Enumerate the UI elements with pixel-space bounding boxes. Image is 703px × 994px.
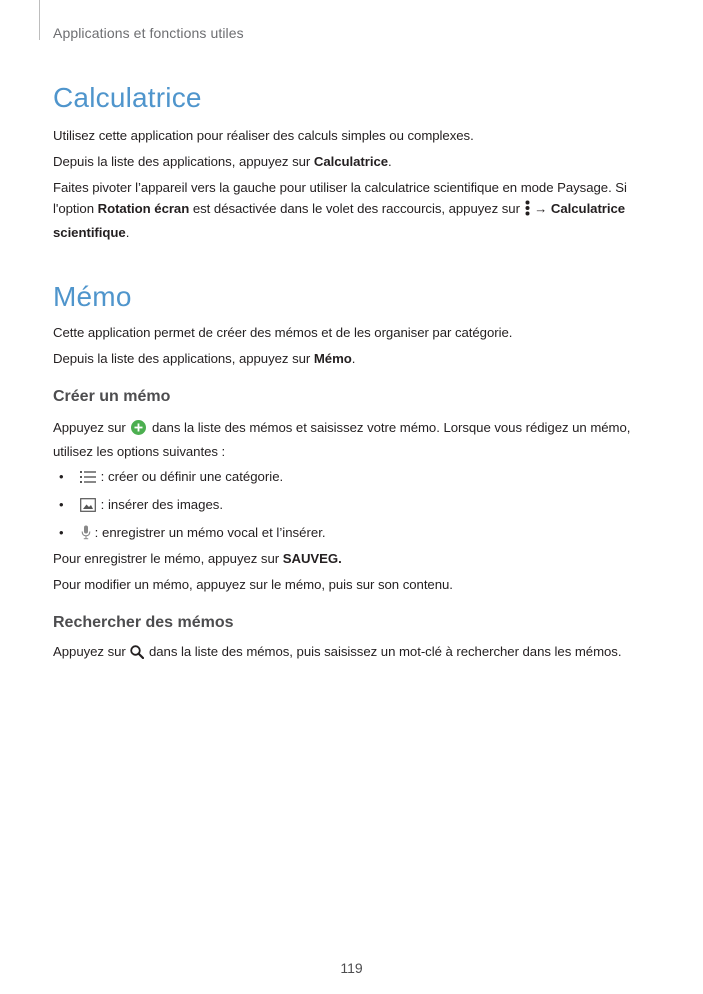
- creer-save: [53, 548, 653, 569]
- more-options-icon: [525, 200, 530, 222]
- page-content: [53, 80, 653, 665]
- calc-access: [53, 151, 653, 172]
- bullet-mark: •: [59, 497, 64, 512]
- calc-rotation-option: Rotation écran: [97, 201, 190, 216]
- calc-rotation: [53, 177, 653, 243]
- creer-edit: Pour modifier un mémo, appuyez sur le mémo, puis sur son contenu.: [53, 577, 453, 592]
- bullet-mark: •: [59, 469, 64, 484]
- bullet-text: : créer ou définir une catégorie.: [97, 469, 284, 484]
- creer-save-text: Pour enregistrer le mémo, appuyez sur: [53, 551, 283, 566]
- calc-arrow: →: [530, 201, 551, 216]
- rechercher-intro: [53, 641, 653, 665]
- microphone-icon: [81, 523, 91, 548]
- calc-rotation-end: .: [125, 225, 130, 240]
- calc-intro: Utilisez cette application pour réaliser des calculs simples ou complexes.: [53, 128, 474, 143]
- list-item: [53, 464, 653, 492]
- memo-app-name: Mémo: [313, 351, 352, 366]
- memo-intro: Cette application permet de créer des mémos et de les organiser par catégorie.: [53, 325, 513, 340]
- save-label: SAUVEG.: [282, 551, 342, 566]
- section-title-calculatrice: Calculatrice: [53, 82, 202, 113]
- calc-scientific: Calculatrice scientifique: [53, 201, 626, 240]
- bullet-mark: •: [59, 525, 64, 540]
- calc-rotation-text-2: est désactivée dans le volet des raccourcis, appuyez sur: [189, 201, 524, 216]
- rechercher-text-2: dans la liste des mémos, puis saisissez un mot-clé à rechercher dans les mémos.: [145, 644, 622, 659]
- calc-access-text: Depuis la liste des applications, appuyez sur: [53, 154, 314, 169]
- search-icon: [130, 644, 144, 665]
- section-title-memo: Mémo: [53, 281, 132, 312]
- page-number: 119: [340, 960, 363, 976]
- creer-intro-text-2: dans la liste des mémos et saisissez votre mémo. Lorsque vous rédigez un mémo, utilisez les options suivantes :: [53, 420, 631, 459]
- list-item: [53, 492, 653, 520]
- list-item: [53, 520, 653, 548]
- creer-intro: [53, 417, 653, 462]
- list-icon: [80, 467, 96, 492]
- calc-app-name: Calculatrice: [313, 154, 389, 169]
- memo-access-text: Depuis la liste des applications, appuyez sur: [53, 351, 314, 366]
- calc-rotation-text: Faites pivoter l’appareil vers la gauche pour utiliser la calculatrice scientifique en mode Paysage. Si l'option: [53, 180, 627, 216]
- creer-intro-text: Appuyez sur: [53, 420, 130, 435]
- memo-access-end: .: [351, 351, 356, 366]
- subsection-title-creer: Créer un mémo: [53, 388, 171, 405]
- bullet-text: : insérer des images.: [97, 497, 224, 512]
- add-icon: [131, 420, 146, 441]
- bullet-text: : enregistrer un mémo vocal et l’insérer.: [91, 525, 326, 540]
- header-rule: [39, 0, 40, 40]
- image-icon: [80, 495, 96, 520]
- memo-access: [53, 348, 653, 369]
- calc-access-end: .: [388, 154, 392, 169]
- running-header: Applications et fonctions utiles: [53, 25, 244, 41]
- memo-options-list: [53, 464, 653, 548]
- rechercher-text: Appuyez sur: [53, 644, 130, 659]
- subsection-title-rechercher: Rechercher des mémos: [53, 614, 234, 631]
